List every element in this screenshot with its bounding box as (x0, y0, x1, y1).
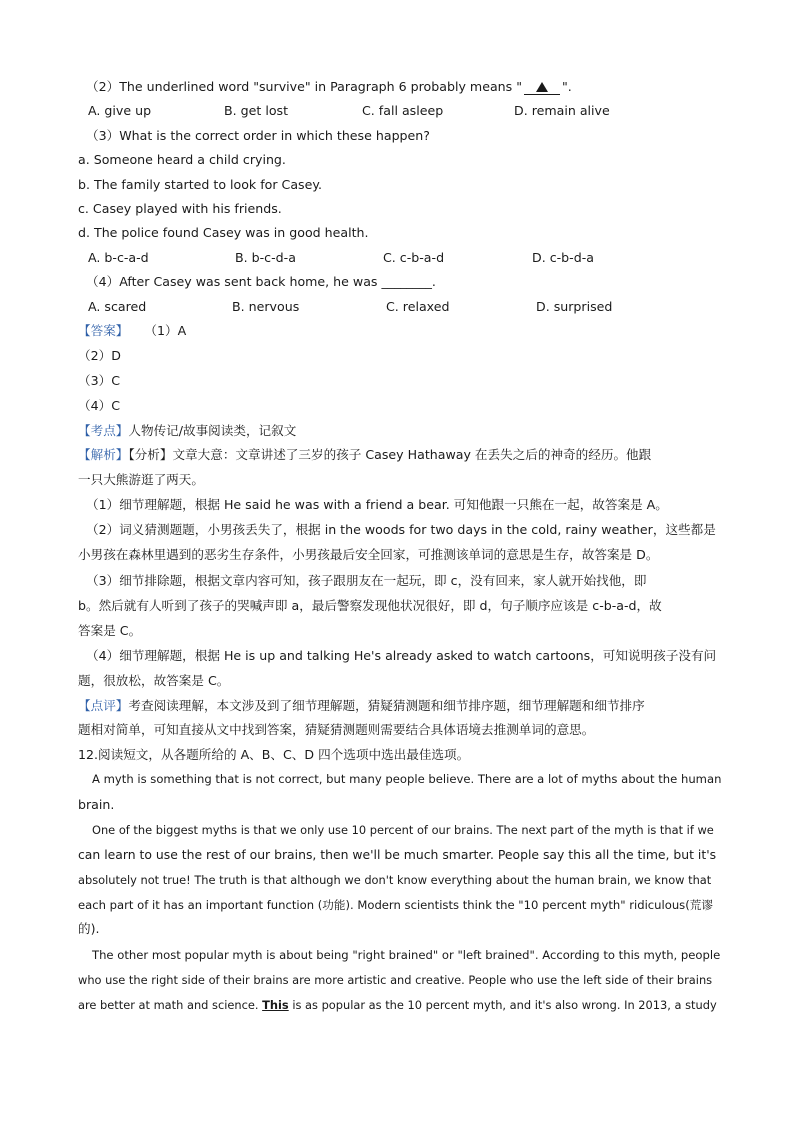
triangle-icon (536, 82, 548, 92)
answer-blank (524, 80, 560, 95)
jiexi-q4-a: （4）细节理解题，根据 He is up and talking He's already asked to watch cartoons，可知说明孩子没有问 (86, 648, 717, 663)
passage-p3-line-2: who use the right side of their brains are more artistic and creative. People who use the left side of their brains (78, 973, 713, 987)
passage-p3-line-1: The other most popular myth is about being "right brained" or "left brained". According to this myth, people (92, 948, 721, 962)
answer-line (78, 322, 186, 340)
q4-option-a: A. scared (88, 299, 147, 314)
dianping-line-1: 【点评】考查阅读理解，本文涉及到了细节理解题，猜疑猜测题和细节排序题，细节理解题和细节排序 (78, 698, 645, 713)
answer-2: （2）D (78, 348, 121, 363)
q4-option-d: D. surprised (536, 299, 613, 314)
kaodian-line (78, 422, 296, 440)
q2-option-d: D. remain alive (514, 103, 610, 118)
passage-p2-line-1: One of the biggest myths is that we only use 10 percent of our brains. The next part of the myth is that if we (92, 823, 714, 837)
kaodian-text: 人物传记/故事阅读类，记叙文 (128, 423, 297, 438)
answer-4: （4）C (78, 398, 120, 413)
jiexi-q3-a: （3）细节排除题，根据文章内容可知，孩子跟朋友在一起玩，即 c，没有回来，家人就开始找他，即 (86, 573, 647, 588)
q3-option-b: B. b-c-d-a (235, 250, 296, 265)
q2-option-a: A. give up (88, 103, 152, 118)
jiexi-line-1: 【解析】【分析】文章大意：文章讲述了三岁的孩子 Casey Hathaway 在丢失之后的神奇的经历。他跟 (78, 447, 652, 462)
q2-option-b: B. get lost (224, 103, 289, 118)
passage-p2-line-2: can learn to use the rest of our brains, then we'll be much smarter. People say this all the time, but it's (78, 847, 717, 862)
answer-1: （1）A (144, 323, 187, 338)
q3-event-c: c. Casey played with his friends. (78, 201, 282, 216)
q3-option-d: D. c-b-d-a (532, 250, 594, 265)
jiexi-q4-b: 题，很放松，故答案是 C。 (78, 673, 230, 688)
q4-option-b: B. nervous (232, 299, 300, 314)
q12-title: 12.阅读短文，从各题所给的 A、B、C、D 四个选项中选出最佳选项。 (78, 747, 470, 762)
q3-event-b: b. The family started to look for Casey. (78, 177, 323, 192)
q2-stem: （2）The underlined word "survive" in Paragraph 6 probably means " ". (86, 79, 572, 94)
jiexi-tag: 【解析】 (78, 447, 129, 462)
passage-p1-line-2: brain. (78, 797, 115, 812)
answer-tag: 【答案】 (78, 323, 129, 338)
passage-p2-line-3: absolutely not true! The truth is that although we don't know everything about the human brain, we know that (78, 873, 712, 887)
jiexi-line-2: 一只大熊游逛了两天。 (78, 472, 204, 487)
q2-option-c: C. fall asleep (362, 103, 444, 118)
q3-option-c: C. c-b-a-d (383, 250, 445, 265)
jiexi-q2-a: （2）词义猜测题题，小男孩丢失了，根据 in the woods for two days in the cold, rainy weather，这些都是 (86, 522, 716, 537)
dianping-line-2: 题相对简单，可知直接从文中找到答案，猜疑猜测题则需要结合具体语境去推测单词的意思。 (78, 722, 595, 737)
q4-stem: （4）After Casey was sent back home, he was ________. (86, 274, 436, 289)
underlined-word: This (262, 998, 289, 1012)
jiexi-q3-c: 答案是 C。 (78, 623, 142, 638)
passage-p2-line-5: 的). (78, 921, 100, 936)
dianping-tag: 【点评】 (78, 698, 129, 713)
q3-stem: （3）What is the correct order in which these happen? (86, 128, 430, 143)
q3-event-a: a. Someone heard a child crying. (78, 152, 286, 167)
passage-p2-line-4: each part of it has an important function (功能). Modern scientists think the "10 percent myth" ridiculous(荒谬 (78, 898, 713, 912)
q4-option-c: C. relaxed (386, 299, 450, 314)
jiexi-q3-b: b。然后就有人听到了孩子的哭喊声即 a，最后警察发现他状况很好，即 d，句子顺序应该是 c-b-a-d，故 (78, 598, 662, 613)
q3-event-d: d. The police found Casey was in good health. (78, 225, 369, 240)
kaodian-tag: 【考点】 (78, 423, 129, 438)
answer-3: （3）C (78, 373, 120, 388)
q3-option-a: A. b-c-a-d (88, 250, 149, 265)
passage-p1-line-1: A myth is something that is not correct, but many people believe. There are a lot of myths about the human (92, 772, 722, 786)
jiexi-q1: （1）细节理解题，根据 He said he was with a friend a bear. 可知他跟一只熊在一起，故答案是 A。 (86, 497, 668, 512)
jiexi-q2-b: 小男孩在森林里遇到的恶劣生存条件，小男孩最后安全回家，可推测该单词的意思是生存，故答案是 D。 (78, 547, 659, 562)
passage-p3-line-3: are better at math and science. This is as popular as the 10 percent myth, and it's also wrong. In 2013, a study (78, 998, 717, 1012)
